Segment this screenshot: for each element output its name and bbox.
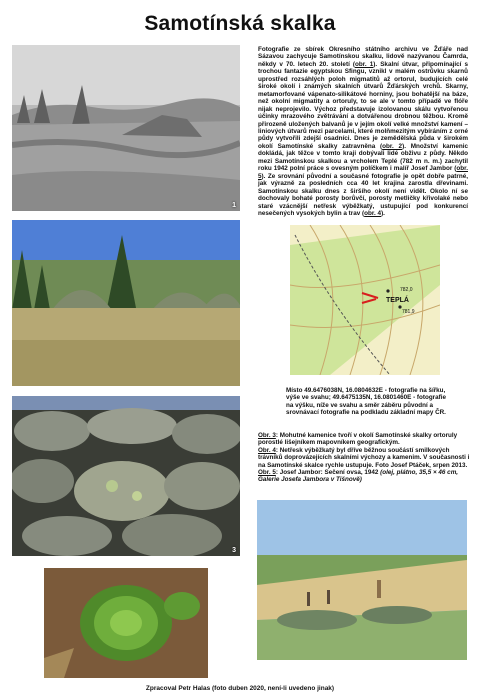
figure-reference-link[interactable]: obr. 2 (382, 142, 403, 150)
footer-credit: Zpracoval Petr Halas (foto duben 2020, není-li uvedeno jinak) (145, 685, 335, 692)
map-label-tepla: TEPLÁ (386, 297, 409, 304)
caption-text: : Mohutné kamenice tvoří v okolí Samotínské skalky ortoruly porostlé lišejníkem mapovníkem geografickým. (258, 432, 458, 447)
main-text (258, 46, 468, 217)
photo-number: 3 (232, 547, 236, 554)
text-segment: ). Množství kamenic dokládá, jak těžce v tomto kraji dobývali lidé obživu z půdy. Někdo mezi Samotínskou skalkou a vrcholem Teplé (782 m n. m.) zachytil roku 1942 polní práce s ovesným políčkem i malíř Josef Jambor ( (258, 142, 469, 173)
caption-figure-5 (258, 469, 470, 484)
figure-reference-link[interactable]: obr. 5 (258, 165, 468, 180)
text-segment: ). Ze srovnání původní a současné fotografie je opět dobře patrné, jak výrazně za posledních cca 40 let krajina zarostla dřevinami. Samotínskou skalku dnes z širšího okolí není vidět. Okolo ní se dochovaly bohaté porosty borůvčí, porosty metličky křivolaké nebo staré vzácnější netřesk výběžkatý, ustupující pod konkurencí nesečených vysokých bylin a trav ( (258, 172, 468, 217)
plant-photo (44, 568, 208, 678)
text-segment: Fotografie ze sbírek Okresního státního archivu ve Žďáře nad Sázavou zachycuje Samotínskou skalku, lidově nazývanou Čamrda, někdy v 70. letech 20. století ( (258, 46, 468, 68)
map-caption: Místo 49.6476038N, 16.0804632E - fotografie na šířku, výše ve svahu; 49.6475135N, 16.0801460E - fotografie na výšku, níže ve svahu a směr záběru původní a srovnávací fotografie na podkladu základní mapy ČR. (286, 387, 446, 417)
photo-number: 1 (232, 202, 236, 209)
figure-reference-link[interactable]: Obr. 4 (258, 446, 276, 454)
caption-text: : Josef Jambor: Sečení ovsa, 1942 (275, 469, 381, 477)
page-title: Samotínská skalka (144, 12, 336, 35)
location-map (290, 225, 440, 375)
meadow-photo (12, 220, 240, 386)
figure-captions (258, 432, 470, 484)
figure-reference-link[interactable]: Obr. 5 (258, 469, 276, 477)
caption-figure-3 (258, 432, 470, 447)
figure-reference-link[interactable]: obr. 4 (364, 209, 382, 217)
caption-figure-4 (258, 447, 470, 469)
text-segment: ). Skalní útvar, připomínající s trochou fantazie egyptskou Sfingu, vznikl v malém ostrůvku skarnů uprostřed rozsáhlých poloh migmatitů až ortorul, budujících celé široké okolí i známých skalních útvarů Žďárských vrchů. Skarny, metamorfované vápenato-silikátové horniny, jsou bohatější na báze, než okolní migmatity a ortoruly, to se ale v tomto případě ve flóře nijak neprojevilo. Výchoz představuje izolovanou skálu vytvořenou účinky mrazového zvětrávání a dotvářenou drobnou těžbou. Kromě přirozeně uložených balvanů je v jejím okolí velké množství kamení – liniových útvarů mezi parcelami, které molňmezitým vybíráním z orné půdy vytvořili zdejší osadníci. Dnes je zemědělská půda v širokém okolí Samotínské skalky zatravněna ( (258, 60, 469, 150)
figure-reference-link[interactable]: obr. 1 (355, 60, 374, 68)
map-label-elevation: 782,0 (400, 287, 413, 293)
text-segment: ). (381, 209, 385, 217)
caption-text: : Netřesk výběžkatý byl dříve běžnou součástí smilkových trávníků doprovázejících skalními výchozy a kamenim. V současnosti i na Samotínské skalce rychle ustupuje. Foto Josef Ptáček, srpen 2013. (258, 446, 470, 469)
archive-photo (12, 45, 240, 211)
map-label-elevation: 781,9 (402, 309, 415, 315)
boulders-photo (12, 396, 240, 556)
figure-reference-link[interactable]: Obr. 3 (258, 432, 276, 439)
caption-text-italic: (olej, plátno, 35,5 × 46 cm, Galerie Josefa Jambora v Tišnově) (258, 469, 459, 484)
painting-photo (257, 500, 467, 660)
